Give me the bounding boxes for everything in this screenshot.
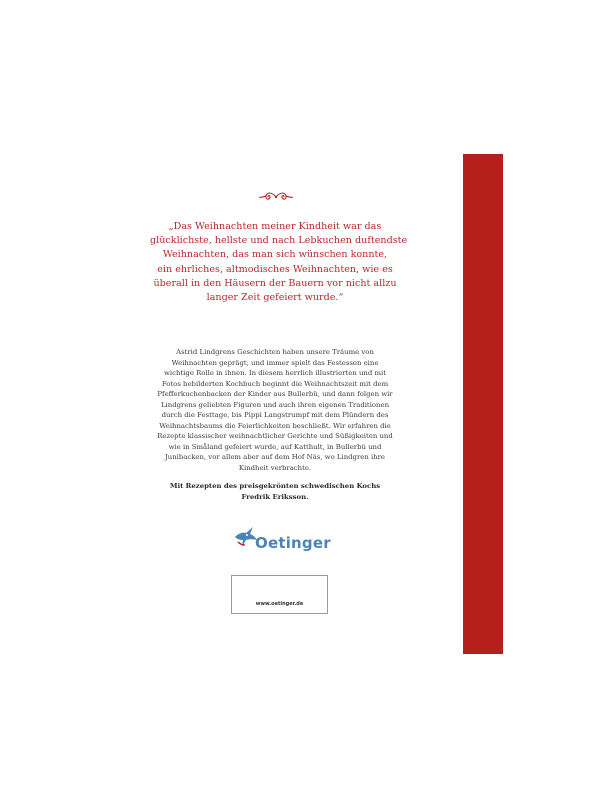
red-spine-band [463, 154, 503, 654]
description-line: Weihnachten geprägt, und immer spielt das Festessen eine [171, 358, 379, 367]
description-line: Fotos bebilderten Kochbuch beginnt die Weihnachtszeit mit dem [161, 379, 389, 388]
description-line: wichtige Rolle in ihnen. In diesem herrlich illustrierten und mit [164, 369, 386, 377]
description-line: Lindgrens geliebten Figuren und auch ihren eigenen Traditionen [160, 400, 390, 409]
quote-line: langer Zeit gefeiert wurde.“ [206, 292, 344, 304]
publisher-logo-text: Oetinger [255, 534, 331, 552]
description-line: Pfefferkuchenbacken der Kinder aus Bullerbü, und dann folgen wir [157, 390, 393, 398]
description-line: Kindheit verbrachte. [238, 463, 312, 472]
description-line: Rezepte klassischer weihnachtlicher Gerichte und Süßigkeiten und [157, 432, 393, 440]
barcode-area [231, 575, 328, 614]
recipes-note [145, 481, 405, 502]
quote-line: Weihnachten, das man sich wünschen konnte, [162, 249, 388, 261]
quote-block [150, 220, 408, 305]
recipes-line: Fredrik Eriksson. [241, 492, 309, 501]
swirl-ornament-icon [258, 190, 294, 204]
publisher-logo [233, 524, 333, 558]
description-line: wie in Småland gefeiert wurde, auf Katthult, in Bullerbü und [168, 442, 382, 451]
quote-line: glücklichste, hellste und nach Lebkuchen duftendste [150, 235, 408, 247]
description-line: durch die Festtage, bis Pippi Langstrumpf mit dem Plündern des [161, 411, 389, 419]
recipes-line: Mit Rezepten des preisgekrönten schwedischen Kochs [169, 482, 381, 490]
quote-line: „Das Weihnachten meiner Kindheit war das [168, 221, 382, 232]
quote-line: ein ehrliches, altmodisches Weihnachten, wie es [157, 263, 393, 275]
description-line: Astrid Lindgrens Geschichten haben unsere Träume von [176, 348, 374, 356]
publisher-url[interactable]: www.oetinger.de [255, 601, 304, 607]
quote-line: überall in den Häusern der Bauern vor nicht allzu [153, 277, 397, 289]
description-line: Junibacken, vor allem aber auf dem Hof Näs, wo Lindgren ihre [165, 453, 385, 461]
description-block [145, 347, 405, 473]
description-line: Weihnachtsbaums die Feierlichkeiten beschließt. Wir erfahren die [159, 421, 391, 430]
